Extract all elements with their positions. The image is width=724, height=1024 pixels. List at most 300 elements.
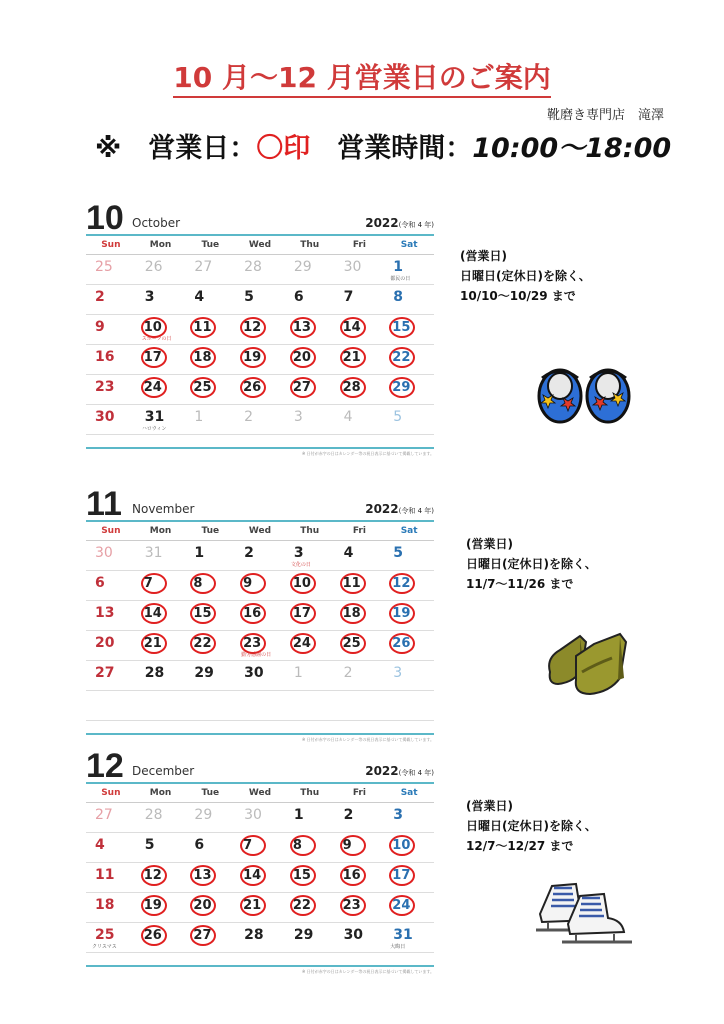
day-cell	[384, 375, 434, 405]
day-cell	[86, 863, 136, 893]
calendar-november	[86, 482, 434, 742]
day-number: 25	[95, 259, 113, 275]
day-cell	[335, 803, 385, 833]
hours-prefix: ※ 営業日：	[95, 133, 257, 164]
day-cell	[285, 833, 335, 863]
day-cell	[285, 601, 335, 631]
day-note: 文化の日	[290, 562, 311, 568]
day-number: 10	[292, 576, 311, 591]
day-cell	[235, 803, 285, 833]
day-note: 都民の日	[390, 276, 411, 282]
day-number: 18	[193, 350, 212, 365]
day-number: 6	[95, 575, 105, 591]
info-line: 10/10～10/29 まで	[460, 289, 576, 303]
info-line: 日曜日(定休日)を除く、	[460, 269, 591, 283]
day-number: 13	[193, 868, 212, 883]
day-number: 12	[243, 320, 262, 335]
weekday-label: Wed	[248, 526, 272, 536]
day-cell	[235, 345, 285, 375]
info-line: 日曜日(定休日)を除く、	[466, 557, 597, 571]
month-number: 11	[86, 485, 122, 523]
day-cell	[335, 833, 385, 863]
day-cell	[235, 923, 285, 953]
day-number: 11	[342, 576, 361, 591]
day-number: 5	[393, 545, 404, 561]
day-cell	[384, 571, 434, 601]
day-number: 7	[143, 576, 153, 591]
day-number: 30	[244, 665, 264, 681]
weekday-label: Wed	[248, 240, 272, 250]
weekday-label: Mon	[149, 788, 172, 798]
day-cell	[185, 315, 235, 345]
day-cell	[185, 255, 235, 285]
day-cell	[185, 285, 235, 315]
day-number: 12	[143, 868, 162, 883]
day-cell	[285, 315, 335, 345]
day-cell	[185, 571, 235, 601]
day-cell	[86, 405, 136, 435]
day-number: 28	[244, 927, 264, 943]
day-cell	[136, 375, 186, 405]
weekday-label: Sun	[101, 526, 121, 536]
day-number: 23	[243, 636, 262, 651]
month-number: 10	[86, 199, 124, 237]
day-cell	[86, 345, 136, 375]
day-cell	[185, 631, 235, 661]
day-cell	[136, 833, 186, 863]
day-number: 8	[193, 576, 203, 591]
info-line: (営業日)	[466, 799, 513, 813]
day-number: 26	[243, 380, 262, 395]
day-number: 28	[144, 807, 163, 823]
day-number: 26	[143, 928, 162, 943]
day-grid	[86, 541, 434, 721]
day-number: 28	[342, 380, 361, 395]
day-cell	[136, 923, 186, 953]
day-number: 14	[143, 606, 162, 621]
day-number: 2	[343, 665, 353, 681]
month-name: December	[132, 764, 195, 778]
day-number: 24	[392, 898, 411, 913]
weekday-label: Sat	[400, 240, 418, 250]
day-number: 5	[144, 837, 155, 853]
day-cell	[86, 375, 136, 405]
weekday-label: Fri	[352, 788, 366, 798]
day-cell	[285, 923, 335, 953]
day-number: 30	[244, 807, 262, 823]
weekday-label: Fri	[352, 526, 366, 536]
day-cell	[285, 345, 335, 375]
day-number: 17	[292, 606, 311, 621]
day-number: 21	[342, 350, 361, 365]
day-cell	[136, 571, 186, 601]
day-cell	[86, 803, 136, 833]
day-number: 5	[393, 409, 403, 425]
weekday-label: Sun	[101, 240, 121, 250]
weekday-label: Fri	[352, 240, 366, 250]
day-cell	[185, 661, 235, 691]
day-cell	[285, 661, 335, 691]
day-cell	[136, 255, 186, 285]
day-number: 22	[193, 636, 212, 651]
day-number: 16	[95, 349, 115, 365]
day-note: 勤労感謝の日	[241, 652, 272, 658]
day-cell	[285, 405, 335, 435]
weekday-label: Sat	[400, 788, 418, 798]
day-cell	[136, 691, 186, 721]
day-number: 13	[95, 605, 115, 621]
day-number: 25	[95, 927, 115, 943]
day-cell	[185, 345, 235, 375]
weekday-label: Tue	[201, 240, 220, 250]
day-number: 2	[244, 409, 254, 425]
weekday-label: Thu	[300, 240, 320, 250]
info-line: 11/7～11/26 まで	[466, 577, 574, 591]
day-cell	[136, 405, 186, 435]
open-day-mark: 〇印	[256, 133, 311, 164]
day-cell	[285, 631, 335, 661]
year-label: 2022(令和 4 年)	[365, 764, 434, 778]
day-number: 30	[95, 545, 113, 561]
day-cell	[285, 893, 335, 923]
day-cell	[86, 601, 136, 631]
weekday-label: Tue	[201, 526, 220, 536]
business-hours	[95, 126, 671, 165]
day-cell	[86, 541, 136, 571]
day-cell	[335, 661, 385, 691]
day-cell	[86, 893, 136, 923]
day-cell	[86, 255, 136, 285]
pumps-icon	[540, 628, 632, 698]
day-number: 28	[144, 665, 165, 681]
day-cell	[86, 833, 136, 863]
day-number: 9	[243, 576, 253, 591]
day-number: 8	[292, 838, 302, 853]
day-cell	[235, 661, 285, 691]
calendar-header	[86, 196, 434, 236]
day-cell	[335, 541, 385, 571]
month-name: October	[132, 216, 181, 230]
day-number: 14	[243, 868, 262, 883]
day-cell	[384, 631, 434, 661]
info-line: 日曜日(定休日)を除く、	[466, 819, 597, 833]
info-october	[460, 246, 591, 306]
day-number: 27	[292, 380, 311, 395]
day-cell	[335, 255, 385, 285]
day-number: 30	[343, 927, 364, 943]
day-cell	[136, 315, 186, 345]
day-cell	[235, 405, 285, 435]
day-number: 26	[144, 259, 163, 275]
day-number: 1	[293, 665, 303, 681]
day-number: 27	[194, 259, 213, 275]
day-number: 9	[95, 319, 105, 335]
day-number: 1	[293, 807, 304, 823]
weekday-label: Thu	[300, 526, 320, 536]
weekday-label: Mon	[149, 526, 172, 536]
day-number: 30	[343, 259, 362, 275]
day-cell	[335, 601, 385, 631]
day-number: 1	[393, 259, 404, 275]
day-number: 7	[343, 289, 354, 305]
day-number: 29	[194, 665, 214, 681]
day-number: 25	[342, 636, 361, 651]
day-number: 4	[194, 289, 205, 305]
day-number: 21	[143, 636, 162, 651]
month-number: 12	[86, 747, 124, 785]
day-cell	[285, 255, 335, 285]
day-cell	[335, 571, 385, 601]
day-cell	[185, 803, 235, 833]
day-cell	[136, 631, 186, 661]
day-cell	[384, 255, 434, 285]
day-cell	[185, 893, 235, 923]
day-number: 2	[244, 545, 254, 561]
day-number: 24	[292, 636, 311, 651]
page-title: 10 月～12 月営業日のご案内	[0, 56, 724, 96]
weekday-label: Mon	[149, 240, 172, 250]
day-cell	[235, 541, 285, 571]
day-cell	[185, 405, 235, 435]
day-cell	[384, 863, 434, 893]
day-number: 20	[292, 350, 311, 365]
day-cell	[185, 691, 235, 721]
day-cell	[384, 691, 434, 721]
day-number: 27	[95, 665, 115, 681]
calendar-october	[86, 196, 434, 456]
day-cell	[86, 571, 136, 601]
weekday-row	[86, 236, 434, 255]
day-cell	[335, 315, 385, 345]
day-cell	[335, 893, 385, 923]
day-number: 26	[392, 636, 411, 651]
weekday-label: Sun	[101, 788, 121, 798]
weekday-row	[86, 784, 434, 803]
day-number: 31	[144, 409, 165, 425]
day-cell	[185, 863, 235, 893]
day-number: 31	[144, 545, 163, 561]
day-number: 18	[342, 606, 361, 621]
info-december	[466, 796, 597, 856]
day-number: 9	[342, 838, 352, 853]
day-number: 29	[392, 380, 411, 395]
day-cell	[285, 541, 335, 571]
day-cell	[86, 923, 136, 953]
day-number: 12	[392, 576, 411, 591]
day-number: 21	[243, 898, 262, 913]
day-cell	[384, 661, 434, 691]
day-cell	[185, 541, 235, 571]
day-cell	[185, 833, 235, 863]
day-number: 20	[95, 635, 115, 651]
weekday-label: Wed	[248, 788, 272, 798]
day-number: 27	[193, 928, 212, 943]
day-number: 3	[393, 665, 403, 681]
day-cell	[235, 255, 285, 285]
day-cell	[136, 803, 186, 833]
day-cell	[384, 803, 434, 833]
day-cell	[335, 631, 385, 661]
day-cell	[335, 285, 385, 315]
day-number: 25	[193, 380, 212, 395]
info-line: (営業日)	[460, 249, 507, 263]
day-number: 14	[342, 320, 361, 335]
day-number: 2	[343, 807, 354, 823]
day-cell	[384, 315, 434, 345]
day-number: 19	[143, 898, 162, 913]
hours-time: 10:00～18:00	[472, 133, 672, 164]
day-cell	[235, 691, 285, 721]
day-number: 3	[393, 807, 404, 823]
info-line: 12/7～12/27 まで	[466, 839, 574, 853]
day-number: 6	[194, 837, 205, 853]
shop-name: 靴磨き専門店 滝澤	[546, 108, 664, 123]
day-number: 20	[193, 898, 212, 913]
day-cell	[136, 893, 186, 923]
year-label: 2022(令和 4 年)	[365, 502, 434, 516]
day-grid	[86, 803, 434, 953]
day-number: 6	[293, 289, 304, 305]
day-cell	[285, 571, 335, 601]
day-number: 1	[194, 545, 205, 561]
day-cell	[86, 631, 136, 661]
day-number: 22	[292, 898, 311, 913]
calendar-footer: ※ 日付が赤字の日はカレンダー等の祝日表示に基づいて掲載しています。	[86, 953, 434, 967]
day-number: 13	[292, 320, 311, 335]
ice-skates-icon	[528, 880, 640, 952]
day-cell	[384, 285, 434, 315]
day-number: 27	[95, 807, 113, 823]
day-number: 28	[244, 259, 262, 275]
day-cell	[185, 601, 235, 631]
day-cell	[285, 803, 335, 833]
day-number: 22	[392, 350, 411, 365]
day-number: 1	[194, 409, 204, 425]
day-note: スポーツの日	[141, 336, 172, 342]
day-cell	[235, 285, 285, 315]
day-number: 4	[343, 409, 353, 425]
day-cell	[136, 345, 186, 375]
day-number: 18	[95, 897, 115, 913]
day-cell	[235, 833, 285, 863]
day-number: 23	[95, 379, 115, 395]
day-cell	[335, 691, 385, 721]
info-november	[466, 534, 597, 594]
day-cell	[384, 923, 434, 953]
calendar-header	[86, 744, 434, 784]
day-cell	[335, 345, 385, 375]
day-cell	[384, 405, 434, 435]
day-number: 15	[392, 320, 411, 335]
day-number: 7	[243, 838, 253, 853]
day-note: クリスマス	[92, 944, 117, 950]
day-number: 10	[392, 838, 411, 853]
year-label: 2022(令和 4 年)	[365, 216, 434, 230]
info-line: (営業日)	[466, 537, 513, 551]
day-number: 19	[392, 606, 411, 621]
day-number: 24	[143, 380, 162, 395]
day-cell	[136, 285, 186, 315]
day-cell	[335, 923, 385, 953]
calendar-header	[86, 482, 434, 522]
day-cell	[185, 923, 235, 953]
day-number: 16	[243, 606, 262, 621]
day-cell	[235, 571, 285, 601]
weekday-label: Tue	[201, 788, 220, 798]
weekday-row	[86, 522, 434, 541]
day-cell	[86, 315, 136, 345]
day-cell	[285, 285, 335, 315]
day-cell	[136, 863, 186, 893]
day-cell	[235, 315, 285, 345]
day-cell	[86, 691, 136, 721]
day-number: 17	[392, 868, 411, 883]
day-cell	[335, 375, 385, 405]
day-number: 4	[95, 837, 105, 853]
day-number: 15	[193, 606, 212, 621]
day-number: 23	[342, 898, 361, 913]
day-cell	[136, 601, 186, 631]
weekday-label: Sat	[400, 526, 418, 536]
day-number: 3	[293, 545, 304, 561]
day-grid	[86, 255, 434, 435]
day-cell	[335, 863, 385, 893]
day-cell	[86, 285, 136, 315]
day-cell	[185, 375, 235, 405]
day-number: 15	[292, 868, 311, 883]
day-cell	[235, 375, 285, 405]
day-number: 30	[95, 409, 115, 425]
day-cell	[384, 345, 434, 375]
day-cell	[235, 631, 285, 661]
weekday-label: Thu	[300, 788, 320, 798]
day-cell	[136, 661, 186, 691]
day-number: 11	[193, 320, 212, 335]
day-cell	[285, 691, 335, 721]
day-number: 29	[194, 807, 213, 823]
calendar-footer: ※ 日付が赤字の日はカレンダー等の祝日表示に基づいて掲載しています。	[86, 435, 434, 449]
day-number: 4	[343, 545, 354, 561]
day-number: 17	[143, 350, 162, 365]
hours-label: 営業時間：	[310, 133, 473, 164]
kids-shoes-icon	[534, 356, 634, 426]
day-number: 16	[342, 868, 361, 883]
day-cell	[86, 661, 136, 691]
day-number: 31	[393, 927, 413, 943]
day-cell	[136, 541, 186, 571]
day-cell	[285, 863, 335, 893]
day-cell	[235, 863, 285, 893]
day-cell	[384, 541, 434, 571]
calendar-december	[86, 744, 434, 974]
day-cell	[384, 601, 434, 631]
day-number: 11	[95, 867, 115, 883]
day-number: 29	[293, 259, 312, 275]
day-cell	[285, 375, 335, 405]
month-name: November	[132, 502, 195, 516]
day-number: 3	[144, 289, 155, 305]
day-number: 2	[95, 289, 105, 305]
day-cell	[384, 833, 434, 863]
day-number: 3	[293, 409, 303, 425]
day-number: 5	[244, 289, 254, 305]
day-number: 8	[393, 289, 404, 305]
day-cell	[335, 405, 385, 435]
day-note: ハロウィン	[141, 426, 167, 432]
day-note: 大晦日	[390, 944, 406, 950]
calendar-footer: ※ 日付が赤字の日はカレンダー等の祝日表示に基づいて掲載しています。	[86, 721, 434, 735]
day-cell	[235, 601, 285, 631]
